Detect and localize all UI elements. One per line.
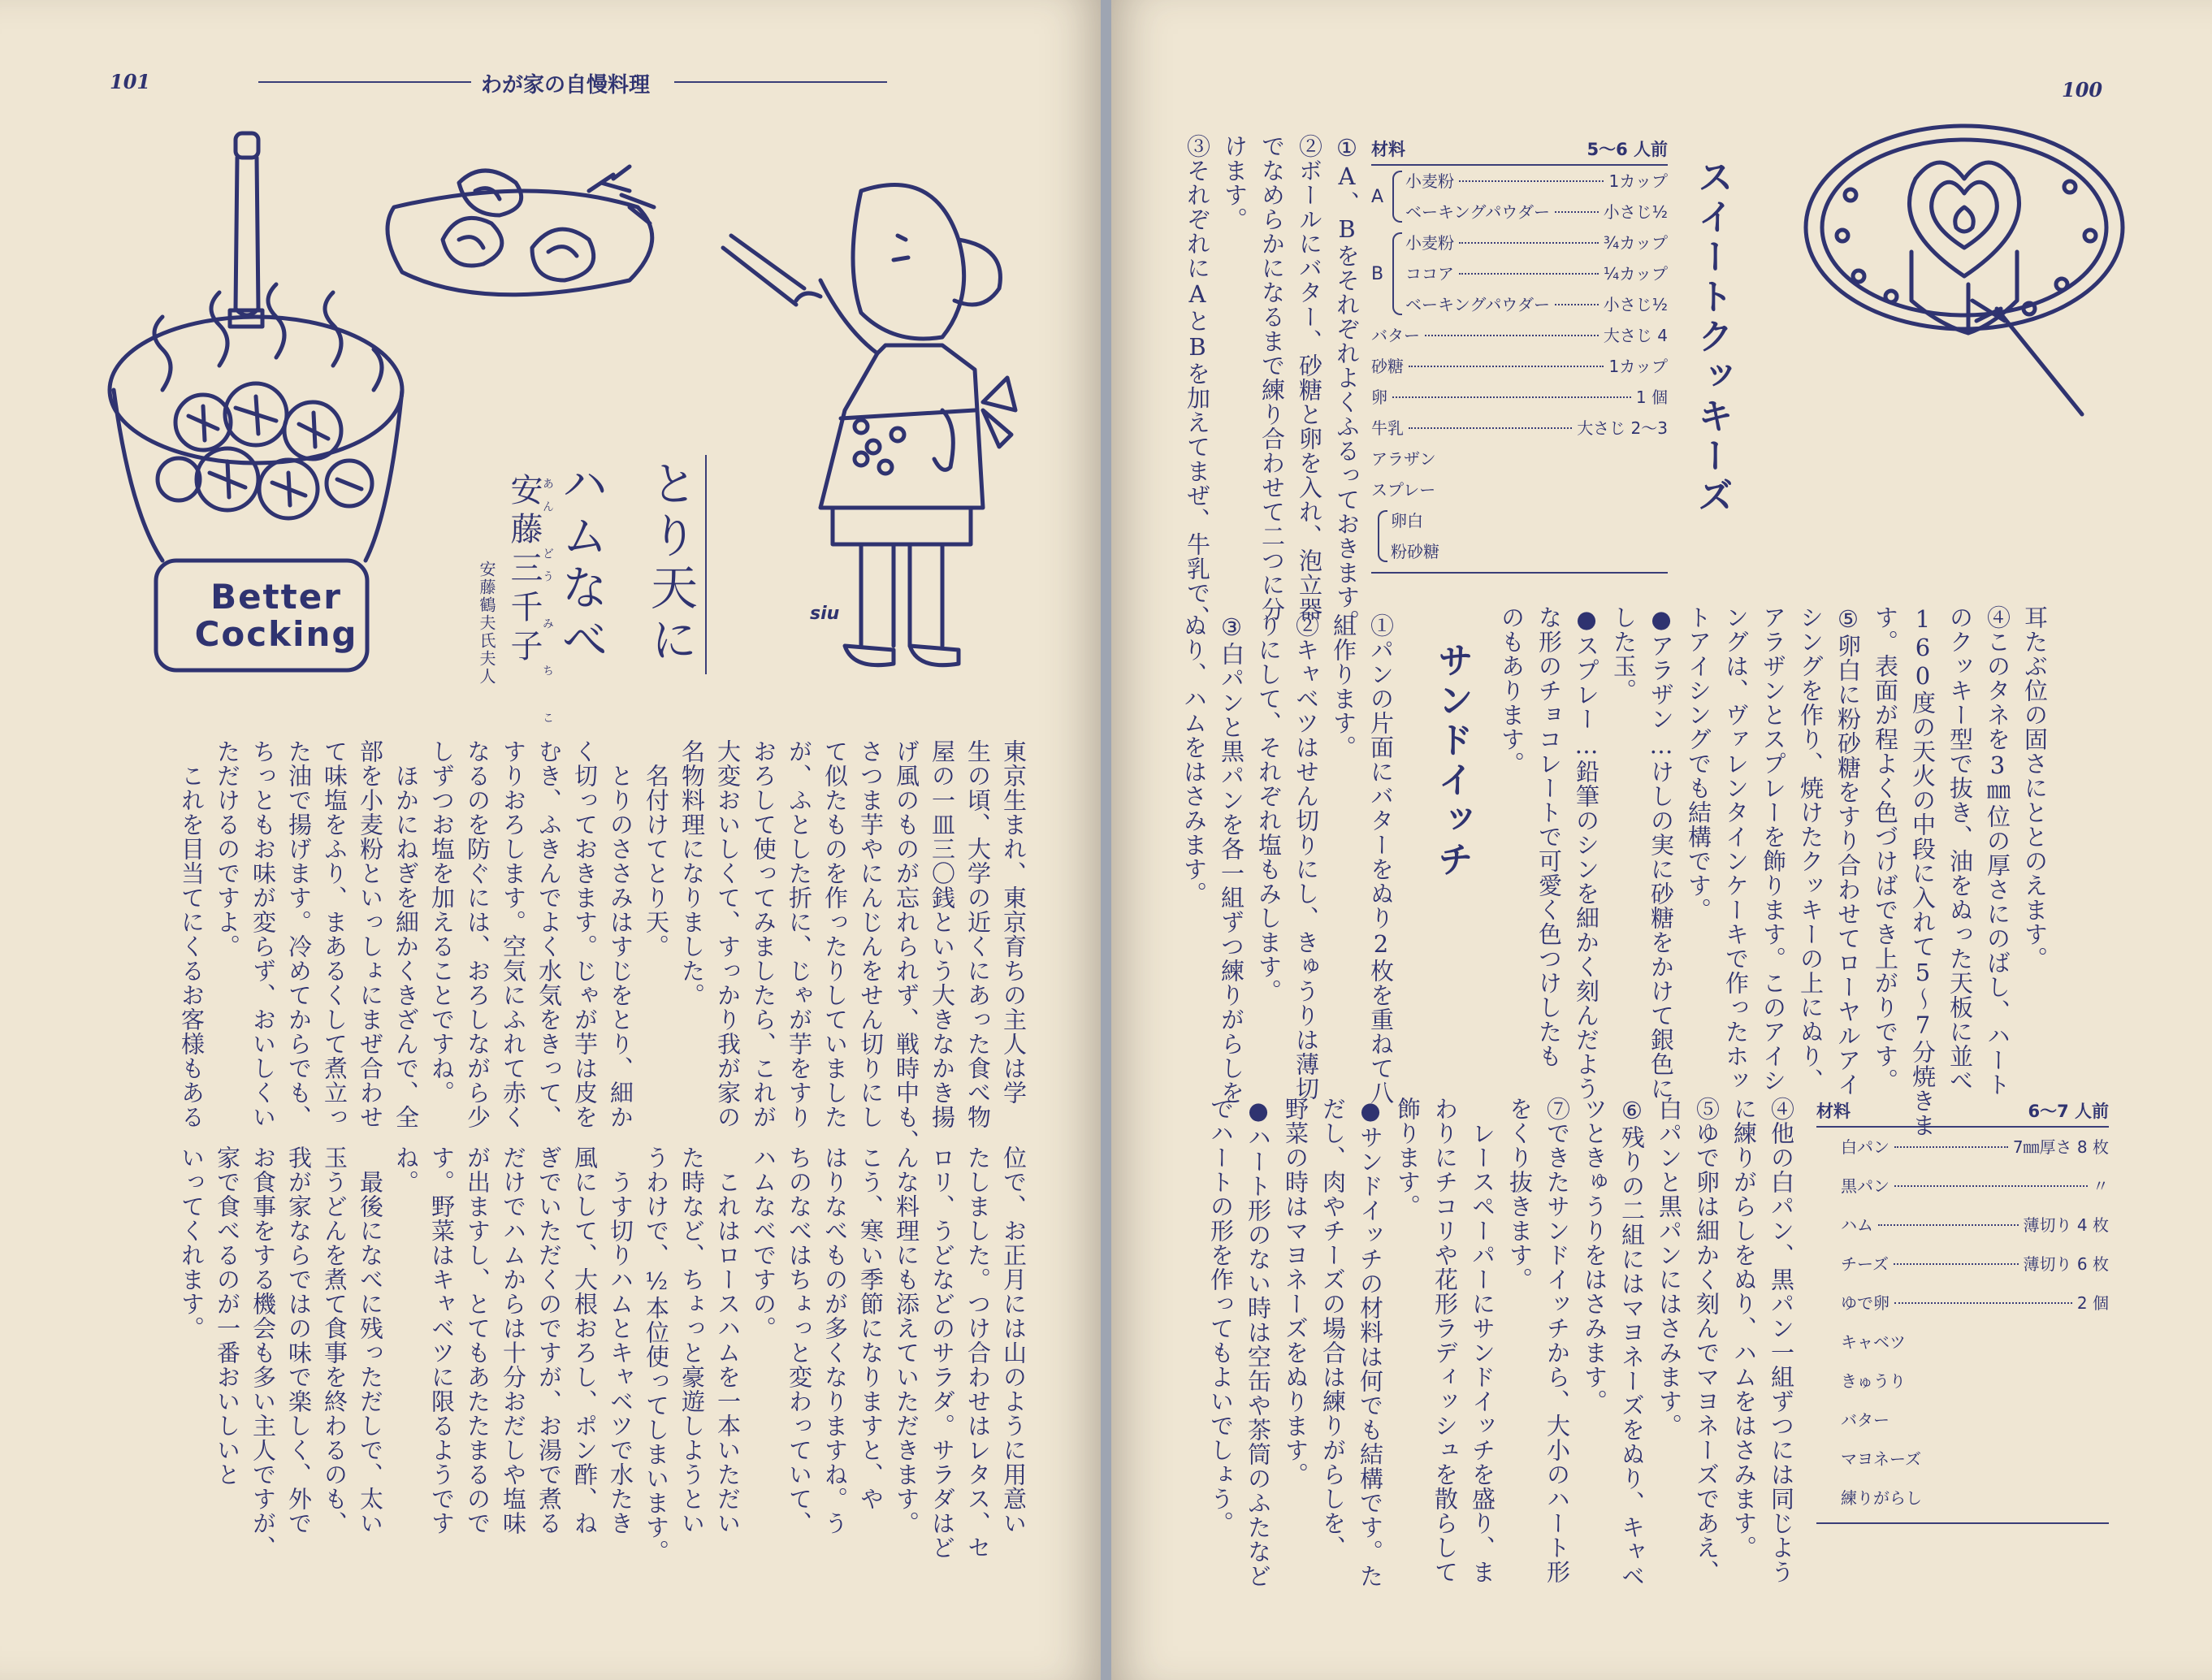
group-label: B [1371, 263, 1384, 284]
ingredient-row: ココア ¼カップ [1405, 264, 1668, 284]
ingredient-group-icing [1371, 505, 1668, 567]
sandwich-steps-part2: ④他の白パン、黒パン一組ずつには同じよう に練りがらしをぬり、ハムをはさみます。 ⑤ゆで卵は細かく刻んでマヨネーズであえ、 白パンと黒パンにはさみます。 ⑥残りの二組にはマヨネーズをぬり、キャベ ツときゅうりをはさみます。 ⑦できたサンドイッチから、大小のハート形 をくり抜きます。 レースペーパーにサンドイッチを盛り、ま わりにチコリや花形ラディッシュを散らして 飾ります。 ●サンドイッチの材料は何でも結構です。た だし、肉やチーズの場合は練りがらしを、 野菜の時はマヨネーズをぬります。 ●ハート形のない時は空缶や茶筒のふたなど でハートの形を作ってもよいでしょう。 [1207, 1097, 1795, 1588]
plate-illustration [370, 158, 678, 313]
running-title: わが家の自慢料理 [481, 73, 651, 97]
ingredient-row: 牛乳 大さじ 2〜3 [1371, 418, 1668, 438]
article-body-upper: 東京生まれ、東京育ちの主人は学 生の頃、大学の近くにあった食べ物 屋の一皿三〇銭という大きなかき揚 げ風のものが忘れられず、戦時中も、 さつま芋やにんじんをせん切りにし て似たものを作ったりしていました が、ふとした折に、じゃが芋をすり おろして使ってみましたら、これが 大変おいしくて、すっかり我が家の 名物料理になりました。 名付けてとり天。 とりのささみはすじをとり、細か く切っておきます。じゃが芋は皮を むき、ふきんでよく水気をきって、 すりおろします。空気にふれて赤く なるのを防ぐには、おろしながら少 しずつお塩を加えることですね。 ほかにねぎを細かくきざんで、全 部を小麦粉といっしょにまぜ合わせ て味塩をふり、まあるくして煮立っ た油で揚げます。冷めてからでも、 ちっともお味が変らず、おいしくい ただけるのですよ。 これを目当てにくるお客様もある [178, 739, 1028, 1154]
sandwich-steps-part1: ①パンの片面にバターをぬり2枚を重ねて八 組作ります。 ②キャベツはせん切りにし、きゅうりは薄切 りにして、それぞれ塩もみします。 ③白パンと黒パンを各一組ずつ練りがらしを ぬり、ハムをはさみます。 [1180, 613, 1395, 1105]
article-body-lower: 位で、お正月には山のように用意い たしました。つけ合わせはレタス、セ ロリ、うどなどのサラダ。サラダはど んな料理にも添えていただきます。 こう、寒い季節になりますと、や はりなべものが多くなりますね。う ちのなべはちょっと変わっていて、 ハムなべですの。 これはロースハムを一本いただい た時など、ちょっと豪遊しようとい うわけで、½本位使ってしまいます。 うす切りハムとキャベツで水たき 風にして、大根おろし、ポン酢、ね ぎでいただくのですが、お湯で煮る だけでハムからは十分おだしや塩味 が出ますし、とてもあたたまるので す。野菜はキャベツに限るようです ね。 最後になべに残っただしで、太い 玉うどんを煮て食事を終わるのも、 我が家ならではの味で楽しく、外で お食事をする機会も多い主人ですが、 家で食べるのが一番おいしいと いってくれます。 [178, 1145, 1028, 1564]
ingredient-row: ベーキングパウダー 小さじ½ [1405, 202, 1668, 222]
title-rule-right [705, 455, 707, 674]
author-name: 安藤三千子 [505, 473, 543, 668]
ingredient-row: 黒パン 〃 [1841, 1176, 2109, 1196]
heart-cookie-illustration [1802, 122, 2143, 422]
ingredient-row: 粉砂糖 [1391, 542, 1439, 561]
woman-illustration [699, 167, 1056, 678]
pan-lettering: Better Cocking [194, 577, 358, 654]
ingredient-row: 白パン 7㎜厚さ 8 枚 [1841, 1137, 2109, 1157]
cookie-recipe-title: スイートクッキーズ [1691, 158, 1733, 517]
ingredient-row: ハム 薄切り 4 枚 [1841, 1215, 2109, 1235]
cookie-ingredient-table [1371, 136, 1668, 574]
ingredient-row: 練りがらし [1841, 1488, 1922, 1508]
cookie-steps-part1: ①A、Bをそれぞれよくふるっておきます。 ②ボールにバター、砂糖と卵を入れ、泡立器 でなめらかになるまで練り合わせて二つに分 けます。 ③それぞれにAとBを加えてまぜ、牛乳で、 [1184, 134, 1361, 634]
group-brace [1392, 232, 1402, 315]
ingredient-row: アラザン [1371, 449, 1436, 469]
ingredient-table-rule [1816, 1522, 2109, 1524]
ingredient-table-rule [1371, 572, 1668, 574]
left-page [0, 0, 1101, 1680]
sandwich-ingredient-header [1816, 1098, 2109, 1128]
header-rule-left [258, 81, 471, 83]
page-number-101: 101 [110, 70, 151, 93]
author-ruby: あん どう み ち こ [541, 478, 554, 734]
ingredient-row: 砂糖 1カップ [1371, 357, 1668, 376]
ingredient-group-a [1371, 166, 1668, 227]
ingredient-row: 卵白 [1391, 511, 1423, 530]
page-number-100: 100 [2062, 78, 2103, 102]
ingredient-row: マヨネーズ [1841, 1449, 1921, 1469]
right-page [1111, 0, 2212, 1680]
ingredient-row: 小麦粉 ¾カップ [1405, 233, 1668, 253]
ingredient-row: 卵 1 個 [1371, 388, 1668, 407]
cookie-steps-part2: 耳たぶ位の固さにととのえます。 ④このタネを3㎜位の厚さにのばし、ハート のクッキー型で抜き、油をぬった天板に並べ 160度の天火の中段に入れて5〜7分焼きま す。表面が程よく色づけばでき上がりです。 ⑤卵白に粉砂糖をすり合わせてローヤルアイ シングを作り、焼けたクッキーの上にぬり、 アラザンとスプレーを飾ります。このアイシ ングは、ヴァレンタインケーキで作ったホッ トアイシングでも結構です。 ●アラザン…けしの実に砂糖をかけて銀色に した玉。 ●スプレー…鉛筆のシンを細かく刻んだよう な形のチョコレートで可愛く色つけしたも のもあります。 [1498, 605, 2049, 1137]
group-brace [1378, 510, 1387, 562]
ingredient-row: きゅうり [1841, 1371, 1906, 1391]
ingredient-row: ゆで卵 2 個 [1841, 1293, 2109, 1313]
ingredient-row: チーズ 薄切り 6 枚 [1841, 1254, 2109, 1274]
book-gutter [1101, 0, 1111, 1680]
ingredient-header-serves: 6〜7 人前 [2028, 1102, 2109, 1121]
cookie-ingredient-header [1371, 136, 1668, 166]
ingredient-row: キャベツ [1841, 1332, 1906, 1352]
ingredient-header-label: 材料 [1816, 1102, 1851, 1121]
ingredient-group-b [1371, 227, 1668, 320]
group-brace [1392, 171, 1402, 223]
ingredient-header-serves: 5〜6 人前 [1586, 140, 1668, 159]
ingredient-row: スプレー [1371, 480, 1436, 500]
article-title: とり天に [643, 459, 698, 667]
ingredient-header-label: 材料 [1371, 140, 1405, 159]
sandwich-ingredient-table [1816, 1098, 2109, 1524]
group-label: A [1371, 186, 1384, 207]
artist-signature: siu [810, 604, 840, 624]
sandwich-recipe-title: サンドイッチ [1431, 642, 1473, 881]
header-rule-right [674, 81, 887, 83]
ingredient-row: 小麦粉 1カップ [1405, 171, 1668, 191]
ingredient-row: バター 大さじ 4 [1371, 326, 1668, 345]
ingredient-row: バター [1841, 1410, 1890, 1430]
article-title-line-2: ハムなべ [553, 459, 608, 667]
ingredient-row: ベーキングパウダー 小さじ½ [1405, 295, 1668, 314]
author-note: 安藤鶴夫氏夫人 [477, 561, 496, 686]
